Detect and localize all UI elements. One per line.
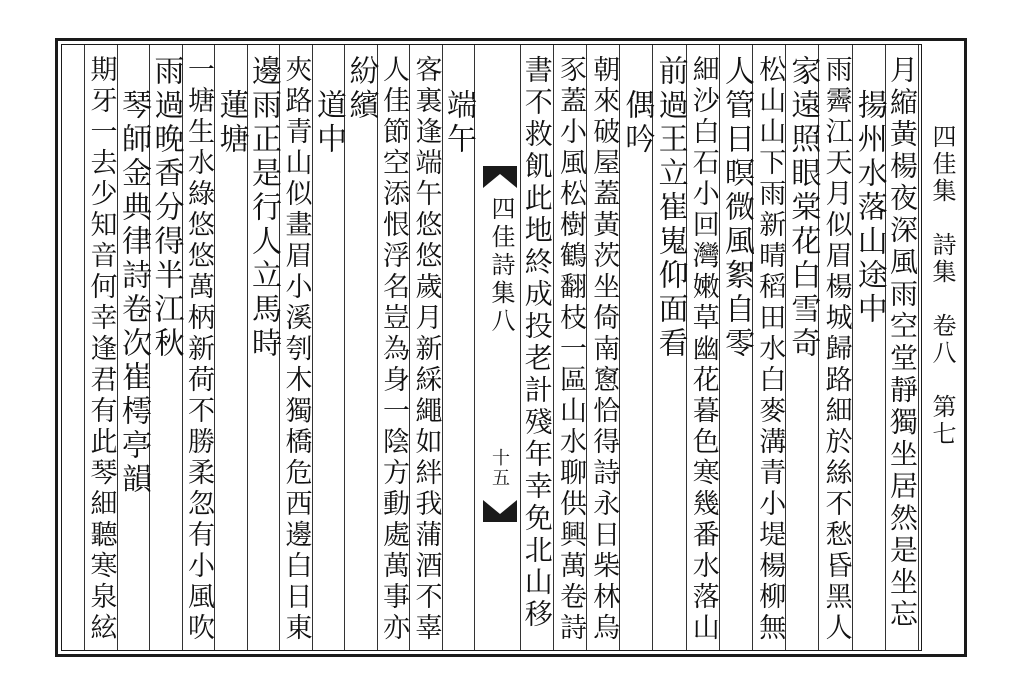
center-fold (478, 45, 522, 650)
text-column: 邊雨正是行人立馬時 (246, 55, 281, 361)
text-column: 人佳節空添恨浮名豈為身一陰方動處萬事亦 (378, 55, 409, 644)
text-column: 前過王立崔嵬仰面看 (652, 55, 688, 361)
text-column: 紛繽 (343, 55, 379, 123)
text-column: 朝來破屋蓋黃茨坐倚南窻恰得詩永日柴林烏 (588, 55, 620, 644)
text-column: 客裏逢端午悠悠歲月新綵繩如絆我蒲酒不辜 (410, 55, 442, 644)
text-column: 期牙一去少知音何幸逢君有此琴細聽寒泉絃 (85, 55, 117, 644)
text-column: 月縮黃楊夜深風雨空堂靜獨坐居然是坐忘 (886, 55, 919, 631)
text-column: 偶吟 (619, 55, 655, 157)
text-column: 人管日暝微風絮自零 (719, 55, 754, 361)
text-column: 雨霽江天月似眉楊城歸路細於絲不愁昏黑人 (820, 55, 852, 644)
text-column: 揚州水落山途中 (851, 55, 887, 327)
center-fold-title: 四佳詩集八 (487, 196, 515, 336)
text-column: 端午 (441, 55, 476, 157)
text-column: 琴師金典律詩卷次崔樗亭韻 (116, 55, 151, 497)
text-column: 書不救飢此地終成投老計殘年幸免北山移 (520, 55, 554, 631)
text-column: 蓮塘 (213, 55, 249, 157)
text-column: 道中 (311, 55, 346, 157)
text-column: 一塘生水綠悠悠萬柄新荷不勝柔忽有小風吹 (183, 55, 214, 644)
text-column: 細沙白石小回灣嫩草幽花暮色寒幾番水落山 (687, 55, 719, 644)
text-column: 雨過晚香分得半江秋 (148, 55, 184, 361)
fish-tail-mark-top (483, 166, 517, 188)
page-number: 十五 (489, 448, 510, 488)
text-column: 松山山下雨新晴稻田水白麥溝青小堤楊柳無 (754, 55, 786, 644)
text-column: 夾路青山似畫眉小溪刳木獨橋危西邊白日東 (280, 55, 312, 644)
text-column: 豕蓋小風松樹鶴翻枝一區山水聊供興萬卷詩 (555, 55, 586, 644)
running-title: 四佳集 詩集 卷八 第七 (928, 124, 956, 448)
text-column: 家遠照眼棠花白雪奇 (785, 55, 821, 361)
fish-tail-mark-bottom (483, 500, 517, 522)
